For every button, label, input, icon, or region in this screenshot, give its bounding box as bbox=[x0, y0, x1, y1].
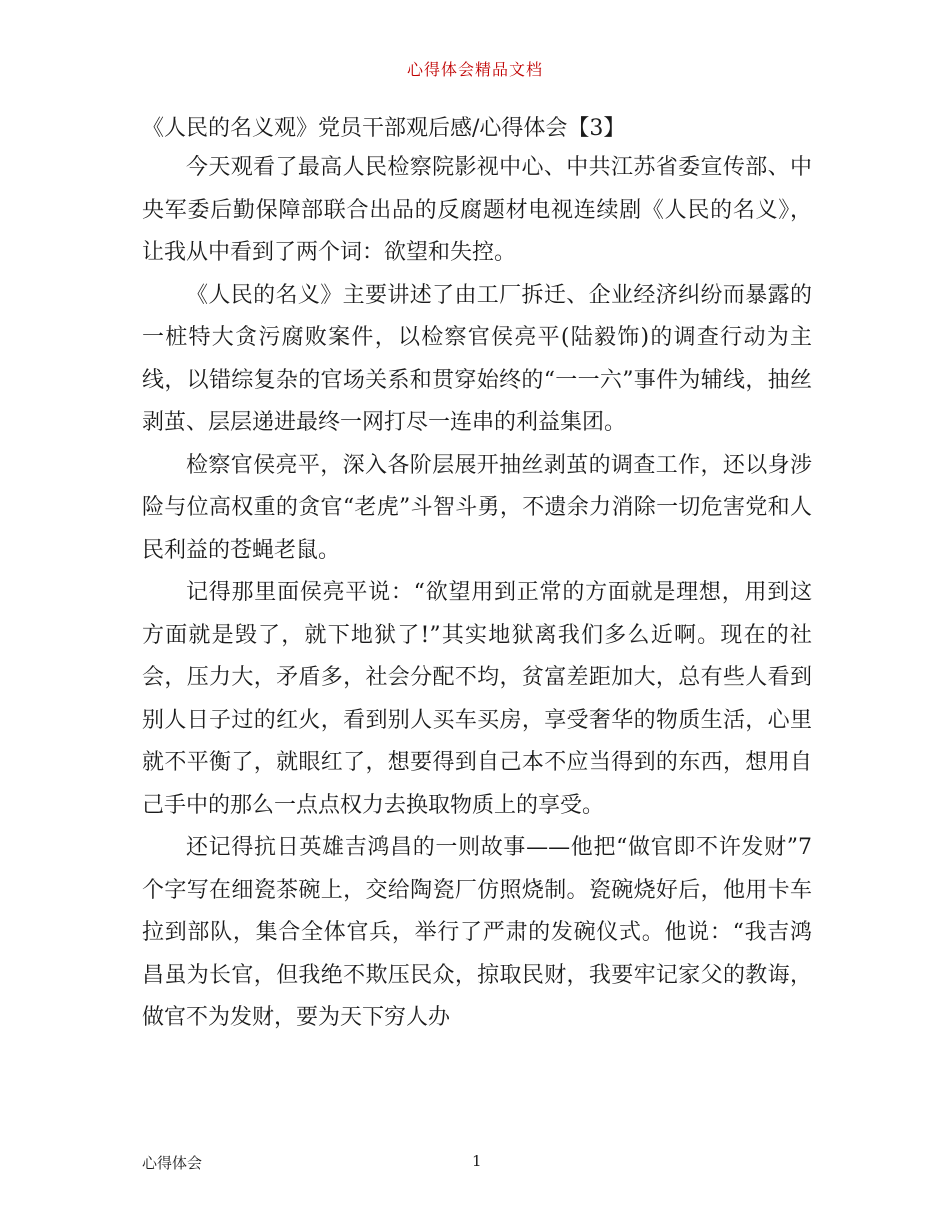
paragraph-3: 检察官侯亮平，深入各阶层展开抽丝剥茧的调查工作，还以身涉险与位高权重的贪官“老虎”斗智斗勇，不遗余力消除一切危害党和人民利益的苍蝇老鼠。 bbox=[142, 452, 812, 563]
document-title: 《人民的名义观》党员干部观后感/心得体会【3】 bbox=[142, 116, 626, 141]
paragraph-5: 还记得抗日英雄吉鸿昌的一则故事——他把“做官即不许发财”7个字写在细瓷茶碗上，交给陶瓷厂仿照烧制。瓷碗烧好后，他用卡车拉到部队，集合全体官兵，举行了严肃的发碗仪式。他说：“我吉鸿昌虽为长官，但我绝不欺压民众，掠取民财，我要牢记家父的教诲，做官不为发财，要为天下穷人办 bbox=[142, 835, 812, 1030]
paragraph-1: 今天观看了最高人民检察院影视中心、中共江苏省委宣传部、中央军委后勤保障部联合出品的反腐题材电视连续剧《人民的名义》，让我从中看到了两个词：欲望和失控。 bbox=[142, 155, 812, 265]
page-number: 1 bbox=[472, 1152, 482, 1170]
paragraph-4: 记得那里面侯亮平说：“欲望用到正常的方面就是理想，用到这方面就是毁了，就下地狱了!”其实地狱离我们多么近啊。现在的社会，压力大，矛盾多，社会分配不均，贫富差距加大，总有些人看到别人日子过的红火，看到别人买车买房，享受奢华的物质生活，心里就不平衡了，就眼红了，想要得到自己本不应当得到的东西，想用自己手中的那么一点点权力去换取物质上的享受。 bbox=[142, 580, 812, 818]
page-footer bbox=[142, 1152, 812, 1176]
footer-label: 心得体会 bbox=[142, 1154, 203, 1172]
document-body bbox=[142, 147, 812, 1040]
paragraph-2: 《人民的名义》主要讲述了由工厂拆迁、企业经济纠纷而暴露的一桩特大贪污腐败案件，以检察官侯亮平(陆毅饰)的调查行动为主线，以错综复杂的官场关系和贯穿始终的“一一六”事件为辅线，抽丝剥茧、层层递进最终一网打尽一连串的利益集团。 bbox=[142, 282, 812, 435]
page-header: 心得体会精品文档 bbox=[406, 60, 543, 79]
